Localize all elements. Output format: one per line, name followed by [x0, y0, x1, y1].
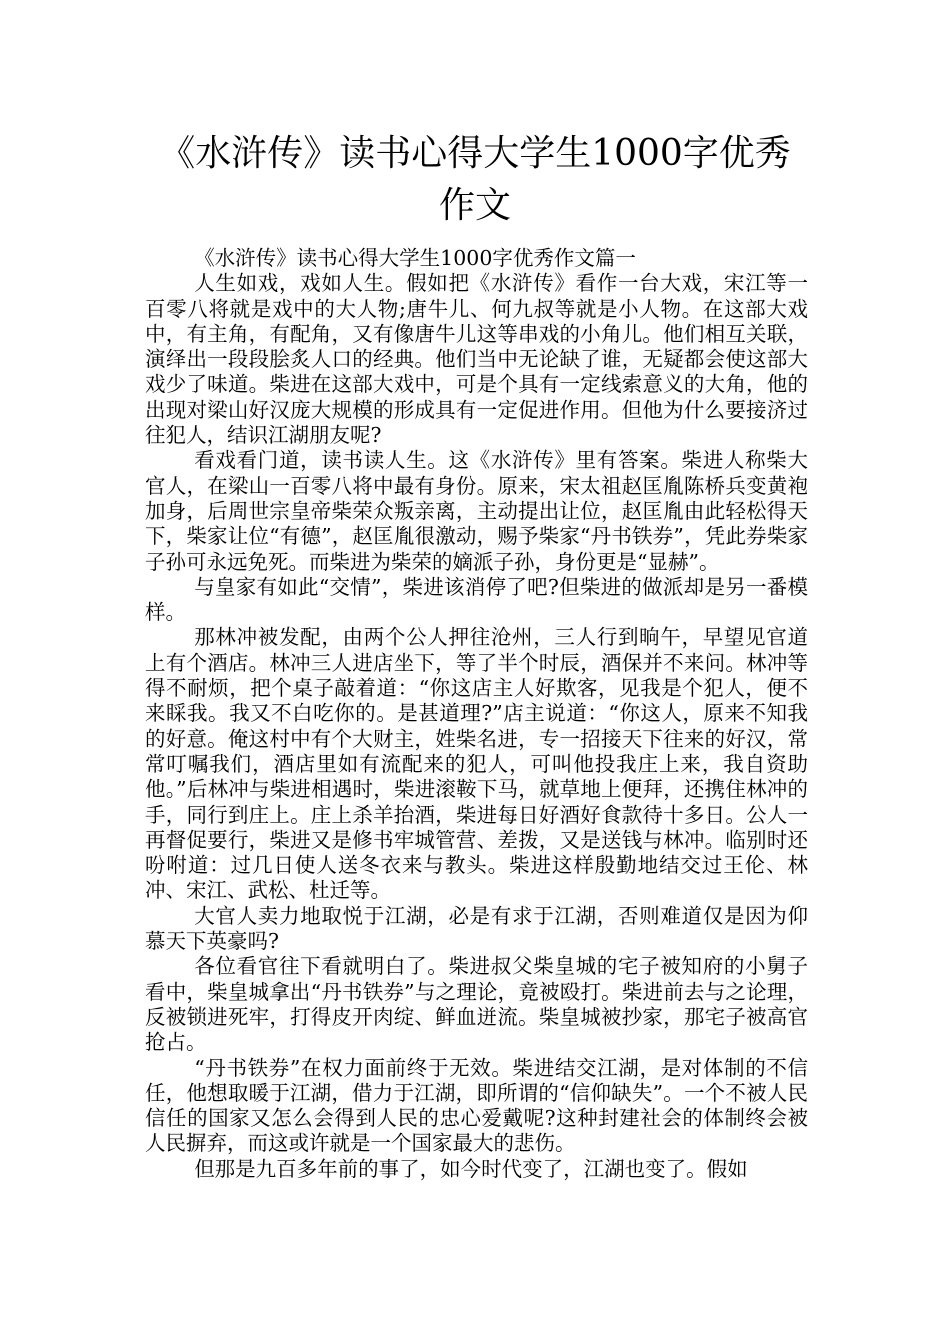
paragraph-3: 与皇家有如此“交情”，柴进该消停了吧?但柴进的做派却是另一番模样。 — [145, 574, 808, 625]
paragraph-1: 人生如戏，戏如人生。假如把《水浒传》看作一台大戏，宋江等一百零八将就是戏中的大人物;唐牛儿、何九叔等就是小人物。在这部大戏中，有主角，有配角，又有像唐牛儿这等串戏的小角儿。他们相互关联，演绎出一段段脍炙人口的经典。他们当中无论缺了谁，无疑都会使这部大戏少了味道。柴进在这部大戏中，可是个具有一定线索意义的大角，他的出现对梁山好汉庞大规模的形成具有一定促进作用。但他为什么要接济过往犯人，结识江湖朋友呢? — [145, 271, 808, 448]
paragraph-2: 看戏看门道，读书读人生。这《水浒传》里有答案。柴进人称柴大官人，在梁山一百零八将中最有身份。原来，宋太祖赵匡胤陈桥兵变黄袍加身，后周世宗皇帝柴荣众叛亲离，主动提出让位，赵匡胤由此轻松得天下，柴家让位“有德”，赵匡胤很激动，赐予柴家“丹书铁券”，凭此券柴家子孙可永远免死。而柴进为柴荣的嫡派子孙，身份更是“显赫”。 — [145, 448, 808, 574]
paragraph-6: 各位看官往下看就明白了。柴进叔父柴皇城的宅子被知府的小舅子看中，柴皇城拿出“丹书铁券”与之理论，竟被殴打。柴进前去与之论理，反被锁进死牢，打得皮开肉绽、鲜血迸流。柴皇城被抄家，那宅子被高官抢占。 — [145, 954, 808, 1055]
section-heading: 《水浒传》读书心得大学生1000字优秀作文篇一 — [194, 246, 636, 270]
document-body — [145, 246, 808, 1182]
paragraph-4: 那林冲被发配，由两个公人押往沧州，三人行到晌午，早望见官道上有个酒店。林冲三人进店坐下，等了半个时辰，酒保并不来问。林冲等得不耐烦，把个桌子敲着道：“你这店主人好欺客，见我是个犯人，便不来睬我。我又不白吃你的。是甚道理?”店主说道：“你这人，原来不知我的好意。俺这村中有个大财主，姓柴名进，专一招接天下往来的好汉，常常叮嘱我们，酒店里如有流配来的犯人，可叫他投我庄上来，我自资助他。”后林冲与柴进相遇时，柴进滚鞍下马，就草地上便拜，还携住林冲的手，同行到庄上。庄上杀羊抬酒，柴进每日好酒好食款待十多日。公人一再督促要行，柴进又是修书牢城管营、差拨，又是送钱与林冲。临别时还吩咐道：过几日使人送冬衣来与教头。柴进这样殷勤地结交过王伦、林冲、宋江、武松、杜迁等。 — [145, 625, 808, 903]
document-title: 《水浒传》读书心得大学生1000字优秀作文 — [159, 133, 791, 226]
paragraph-7: “丹书铁券”在权力面前终于无效。柴进结交江湖，是对体制的不信任，他想取暖于江湖，借力于江湖，即所谓的“信仰缺失”。一个不被人民信任的国家又怎么会得到人民的忠心爱戴呢?这种封建社会的体制终会被人民摒弃，而这或许就是一个国家最大的悲伤。 — [145, 1055, 808, 1156]
paragraph-8: 但那是九百多年前的事了，如今时代变了，江湖也变了。假如 — [194, 1156, 748, 1181]
paragraph-5: 大官人卖力地取悦于江湖，必是有求于江湖，否则难道仅是因为仰慕天下英豪吗? — [145, 903, 808, 954]
